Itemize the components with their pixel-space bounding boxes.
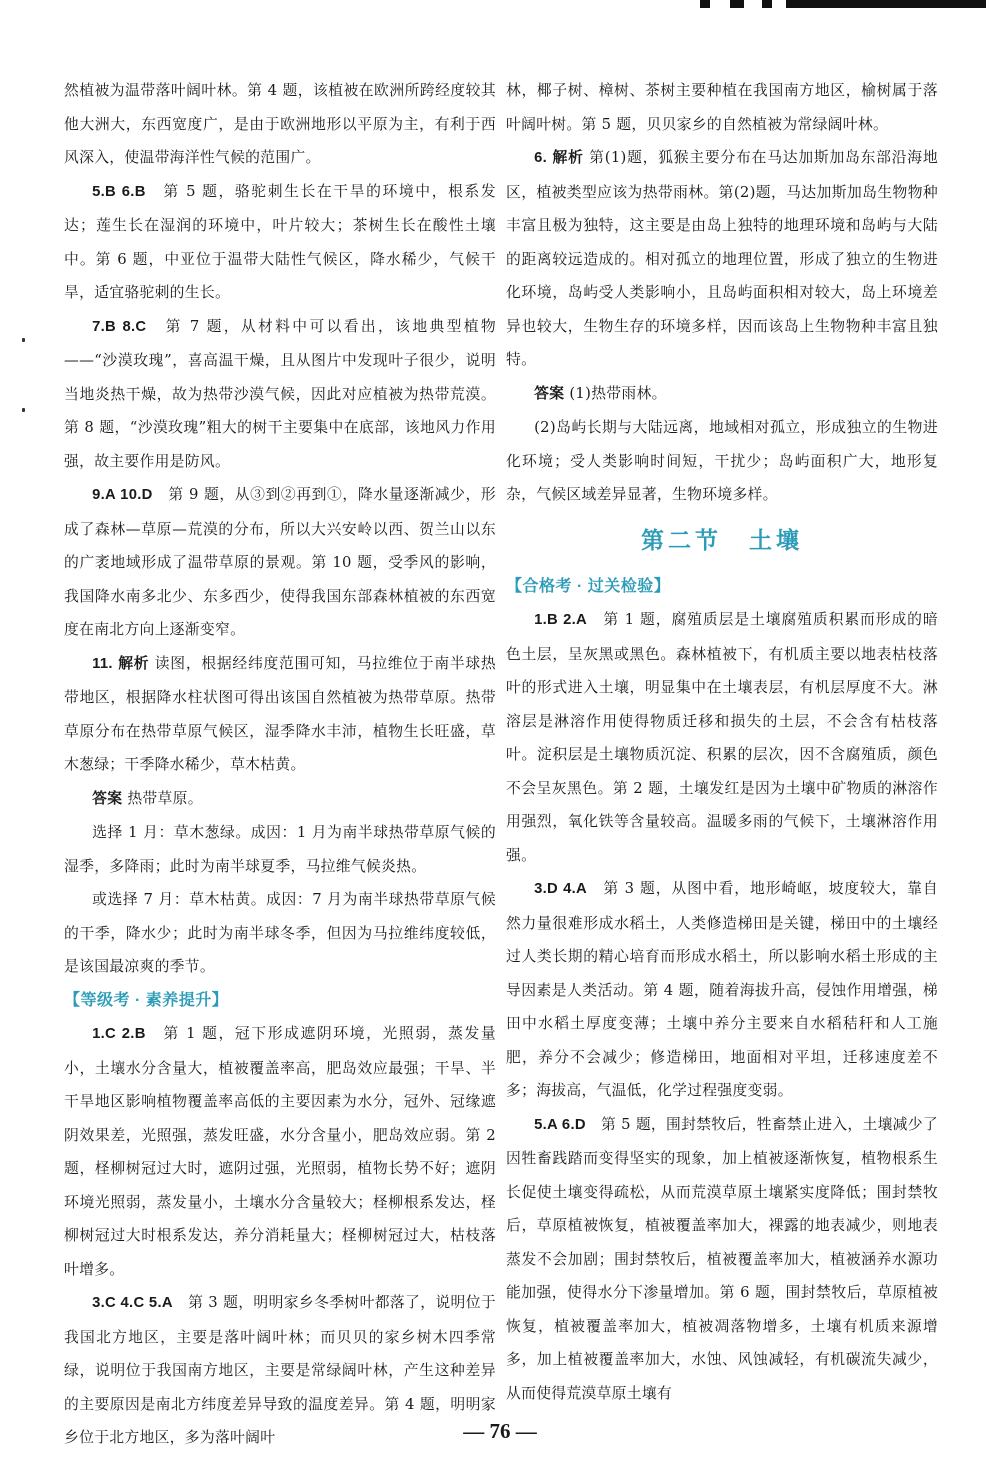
question-number: 11. xyxy=(92,655,113,672)
answer-label: 答案 xyxy=(534,385,565,402)
answer-block xyxy=(506,603,938,872)
margin-mark xyxy=(22,338,25,342)
explanation: 第 1 题，腐殖质层是土壤腐殖质积累而形成的暗色土层，呈灰黑或黑色。森林植被下，有机质主要以地表枯枝落叶的形式进入土壤，明显集中在土壤表层，有机层厚度不大。淋溶层是淋溶作用使得物质迁移和损失的土层，不会含有枯枝落叶。淀积层是土壤物质沉淀、积累的层次，因不含腐殖质，颜色不会呈灰黑色。第 2 题，土壤发红是因为土壤中矿物质的淋溶作用强烈，氧化铁等含量较高。温暖多雨的气候下，土壤淋溶作用强。 xyxy=(506,611,938,864)
answer-block xyxy=(64,647,496,782)
question-number: 1.B 2.A xyxy=(534,612,587,628)
section-heading: 【合格考 · 过关检验】 xyxy=(506,577,671,595)
answer-text: 热带草原。 xyxy=(127,789,203,807)
answer-block xyxy=(506,141,938,377)
explanation: 第 5 题，骆驼刺生长在干旱的环境中，根系发达；莲生长在湿润的环境中，叶片较大；茶树生长在酸性土壤中。第 6 题，中亚位于温带大陆性气候区，降水稀少，气候干旱，适宜骆驼刺的生长。 xyxy=(64,182,496,301)
answer-label: 答案 xyxy=(92,790,123,807)
explanation: 读图，根据经纬度范围可知，马拉维位于南半球热带地区，根据降水柱状图可得出该国自然植被为热带草原。热带草原分布在热带草原气候区，湿季降水丰沛，植物生长旺盛，草木葱绿；干季降水稀少，草木枯黄。 xyxy=(64,654,497,773)
explanation: 第 5 题，围封禁牧后，牲畜禁止进入，土壤减少了因牲畜践踏而变得坚实的现象，加上植被逐渐恢复，植物根系生长促使土壤变得疏松，从而荒漠草原土壤紧实度降低；围封禁牧后，草原植被恢复，植被覆盖率加大，裸露的地表减少，则地表蒸发不会加剧；围封禁牧后，植被覆盖率加大，植被涵养水源功能加强，使得水分下渗量增加。第 6 题，围封禁牧后，草原植被恢复，植被覆盖率加大，植被凋落物增多，土壤有机质来源增多，加上植被覆盖率加大，水蚀、风蚀减轻，有机碳流失减少，从而使得荒漠草原土壤有 xyxy=(506,1115,938,1402)
explanation: 第 3 题，明明家乡冬季树叶都落了，说明位于我国北方地区，主要是落叶阔叶林；而贝贝的家乡树木四季常绿，说明位于我国南方地区，主要是常绿阔叶林，产生这种差异的主要原因是南北方纬度差异导致的温度差异。第 4 题，明明家乡位于北方地区，多为落叶阔叶 xyxy=(64,1294,496,1446)
right-column xyxy=(506,74,938,1410)
paragraph: 选择 1 月：草木葱绿。成因：1 月为南半球热带草原气候的湿季，多降雨；此时为南半球夏季，马拉维气候炎热。 xyxy=(64,824,496,875)
page-number: — 76 — xyxy=(463,1419,537,1443)
explanation: 第 1 题，冠下形成遮阴环境，光照弱，蒸发量小，土壤水分含量大，植被覆盖率高，肥岛效应最强；干旱、半干旱地区影响植物覆盖率高低的主要因素为水分，冠外、冠缘遮阴效果差，光照强，蒸发旺盛，水分含量小，肥岛效应弱。第 2 题，柽柳树冠过大时，遮阴过强，光照弱，植物长势不好；遮阴环境光照弱，蒸发量小，土壤水分含量较大；柽柳根系发达，柽柳树冠过大时根系发达，养分消耗量大；柽柳树冠过大，枯枝落叶增多。 xyxy=(64,1025,496,1278)
section-title: 第二节 土壤 xyxy=(641,526,803,554)
answer-block xyxy=(64,1017,496,1286)
question-number: 3.D 4.A xyxy=(534,881,587,897)
question-number: 1.C 2.B xyxy=(92,1026,146,1042)
paragraph: 然植被为温带落叶阔叶林。第 4 题，该植被在欧洲所跨经度较其他大洲大，东西宽度广，是由于欧洲地形以平原为主，有利于西风深入，使温带海洋性气候的范围广。 xyxy=(64,82,496,166)
question-number: 7.B 8.C xyxy=(92,318,147,335)
analysis-label: 解析 xyxy=(552,150,584,166)
question-number: 5.B 6.B xyxy=(92,183,146,200)
question-number: 6. xyxy=(534,150,548,166)
analysis-label: 解析 xyxy=(118,655,150,672)
answer-line xyxy=(64,782,496,817)
question-number: 3.C 4.C 5.A xyxy=(92,1295,173,1311)
section-heading: 【等级考 · 素养提升】 xyxy=(64,991,229,1009)
explanation: 第 9 题，从③到②再到①，降水量逐渐减少，形成了森林—草原—荒漠的分布，所以大兴安岭以西、贺兰山以东的广袤地域形成了温带草原的景观。第 10 题，受季风的影响，我国降水南多北少、东多西少，使得我国东部森林植被的东西宽度在南北方向上逐渐变窄。 xyxy=(64,486,496,638)
answer-block xyxy=(64,175,496,310)
margin-mark xyxy=(22,408,25,412)
left-column xyxy=(64,74,496,1455)
answer-text: (1)热带雨林。 xyxy=(569,384,667,402)
paragraph: 林，椰子树、樟树、茶树主要种植在我国南方地区，榆树属于落叶阔叶树。第 5 题，贝贝家乡的自然植被为常绿阔叶林。 xyxy=(506,82,938,133)
paragraph: 或选择 7 月：草木枯黄。成因：7 月为南半球热带草原气候的干季，降水少；此时为南半球冬季，但因为马拉维纬度较低，是该国最凉爽的季节。 xyxy=(64,891,496,975)
top-edge-marks xyxy=(700,0,1000,18)
question-number: 9.A 10.D xyxy=(92,487,153,503)
answer-block xyxy=(506,872,938,1108)
answer-block xyxy=(64,478,496,647)
answer-block xyxy=(64,310,496,479)
page-number-value: 76 xyxy=(489,1419,511,1443)
explanation: 第 3 题，从图中看，地形崎岖，坡度较大，靠自然力量很难形成水稻土，人类修造梯田是关键，梯田中的土壤经过人类长期的精心培育而形成水稻土，所以影响水稻土形成的主导因素是人类活动。第 4 题，随着海拔升高，侵蚀作用增强，梯田中水稻土厚度变薄；土壤中养分主要来自水稻秸秆和人工施肥，养分不会减少；修造梯田，地面相对平坦，迁移速度差不多；海拔高，气温低，化学过程强度变弱。 xyxy=(506,880,938,1099)
explanation: 第 7 题，从材料中可以看出，该地典型植物——“沙漠玫瑰”，喜高温干燥，且从图片中发现叶子很少，说明当地炎热干燥，故为热带沙漠气候，因此对应植被为热带荒漠。第 8 题，“沙漠玫瑰”粗大的树干主要集中在底部，该地风力作用强，故主要作用是防风。 xyxy=(64,317,496,470)
answer-line xyxy=(506,377,938,412)
question-number: 5.A 6.D xyxy=(534,1116,586,1133)
answer-block xyxy=(506,1108,938,1411)
explanation: 第(1)题，狐猴主要分布在马达加斯加岛东部沿海地区，植被类型应该为热带雨林。第(2)题，马达加斯加岛生物物种丰富且极为独特，这主要是由岛上独特的地理环境和岛屿与大陆的距离较远造成的。相对孤立的地理位置，形成了独立的生物进化环境，岛屿受人类影响小，且岛屿面积相对较大，岛上环境差异也较大，生物生存的环境多样，因而该岛上生物物种丰富且独特。 xyxy=(506,149,938,368)
paragraph: (2)岛屿长期与大陆远离，地域相对孤立，形成独立的生物进化环境；受人类影响时间短，干扰少；岛屿面积广大，地形复杂，气候区域差异显著，生物环境多样。 xyxy=(506,419,938,503)
